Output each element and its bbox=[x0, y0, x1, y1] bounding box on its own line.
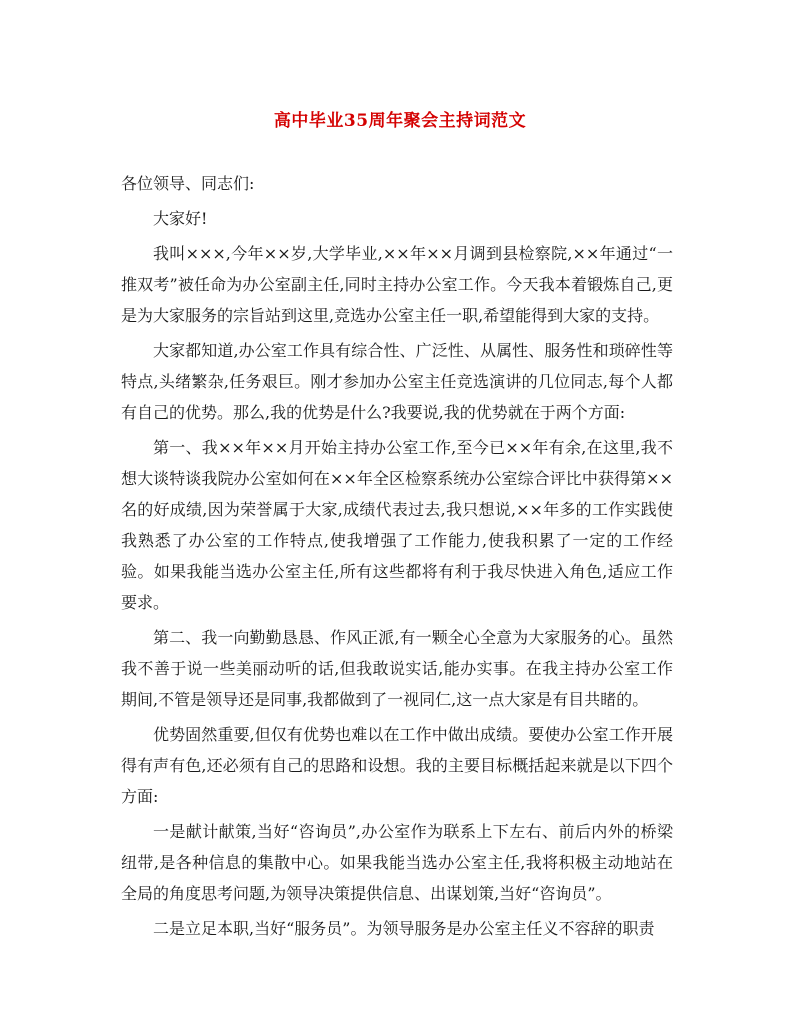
paragraph-greeting: 大家好! bbox=[153, 209, 208, 228]
paragraph-office-features: 大家都知道,办公室工作具有综合性、广泛性、从属性、服务性和琐碎性等特点,头绪繁杂,任务艰巨。刚才参加办公室主任竞选演讲的几位同志,每个人都有自己的优势。那么,我的优势是什么?我要说,我的优势就在于两个方面: bbox=[121, 341, 673, 422]
document-title: 高中毕业35周年聚会主持词范文 bbox=[273, 111, 527, 131]
paragraph-advantage-one: 第一、我××年××月开始主持办公室工作,至今已××年有余,在这里,我不想大谈特谈我院办公室如何在××年全区检察系统办公室综合评比中获得第××名的好成绩,因为荣誉属于大家,成绩代表过去,我只想说,××年多的工作实践使我熟悉了办公室的工作特点,使我增强了工作能力,使我积累了一定的工作经验。如果我能当选办公室主任,所有这些都将有利于我尽快进入角色,适应工作要求。 bbox=[121, 438, 673, 612]
paragraph-introduction: 我叫×××,今年××岁,大学毕业,××年××月调到县检察院,××年通过“一推双考”被任命为办公室副主任,同时主持办公室工作。今天我本着锻炼自己,更是为大家服务的宗旨站到这里,竞选办公室主任一职,希望能得到大家的支持。 bbox=[121, 244, 673, 325]
salutation: 各位领导、同志们: bbox=[121, 174, 255, 193]
paragraph-goal-two: 二是立足本职,当好“服务员”。为领导服务是办公室主任义不容辞的职责 bbox=[153, 919, 655, 938]
paragraph-goals-intro: 优势固然重要,但仅有优势也难以在工作中做出成绩。要使办公室工作开展得有声有色,还必须有自己的思路和设想。我的主要目标概括起来就是以下四个方面: bbox=[121, 725, 673, 806]
document-body bbox=[121, 168, 673, 948]
paragraph-goal-one: 一是献计献策,当好“咨询员”,办公室作为联系上下左右、前后内外的桥梁纽带,是各种信息的集散中心。如果我能当选办公室主任,我将积极主动地站在全局的角度思考问题,为领导决策提供信息、出谋划策,当好“咨询员”。 bbox=[121, 822, 673, 903]
paragraph-advantage-two: 第二、我一向勤勤恳恳、作风正派,有一颗全心全意为大家服务的心。虽然我不善于说一些美丽动听的话,但我敢说实话,能办实事。在我主持办公室工作期间,不管是领导还是同事,我都做到了一视同仁,这一点大家是有目共睹的。 bbox=[121, 628, 673, 709]
